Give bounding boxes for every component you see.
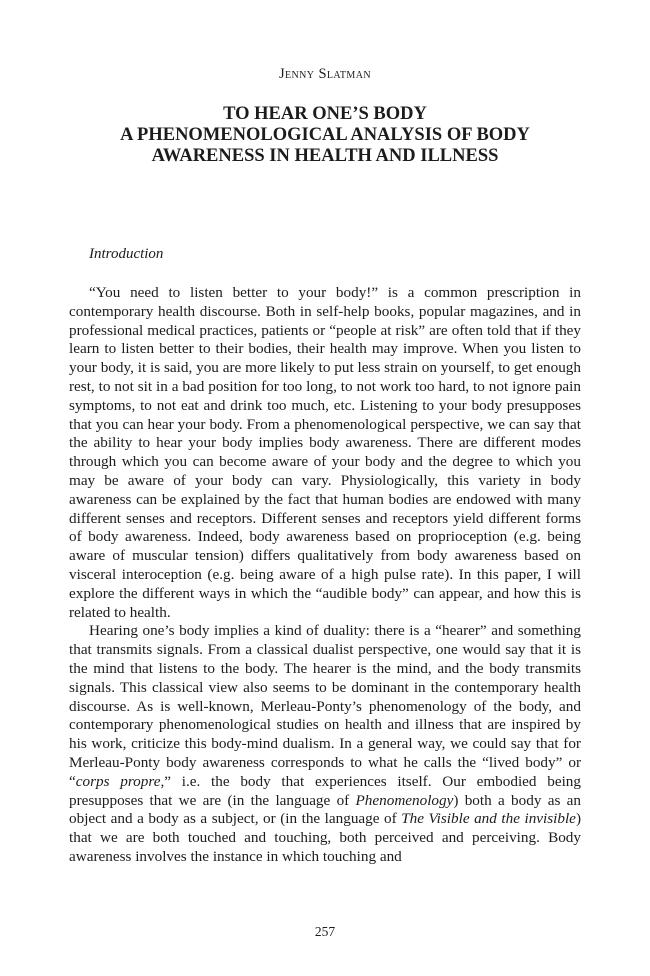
italic-text-run: corps propre — [75, 772, 161, 790]
section-heading: Introduction — [89, 246, 164, 262]
body-text — [69, 284, 581, 867]
title-line-2: A PHENOMENOLOGICAL ANALYSIS OF BODY — [120, 125, 530, 145]
running-header-author: Jenny Slatman — [279, 66, 371, 82]
title-line-1: TO HEAR ONE’S BODY — [223, 104, 427, 124]
body-paragraph — [69, 622, 581, 866]
text-run: “You need to listen better to your body!” is a common prescription in contemporary health discourse. Both in self-help books, popular magazines, and in professional medical practices, patients or “people at risk” are often told that if they learn to listen better to their bodies, their health may improve. When you listen to your body, it is said, you are more likely to put less strain on yourself, to get enough rest, to not sit in a bad position for too long, to not work too hard, to not ignore pain symptoms, to not eat and drink too much, etc. Listening to your body presupposes that you can hear your body. From a phenomenological perspective, we can say that the ability to hear your body implies body awareness. There are different modes through which you can become aware of your body and the degree to which you may be aware of your body can vary. Physiologically, this variety in body awareness can be explained by the fact that human bodies are endowed with many different senses and receptors. Different senses and receptors yield different forms of body awareness. Indeed, body awareness based on proprioception (e.g. being aware of muscular tension) differs qualitatively from body awareness based on visceral interoception (e.g. being aware of a high pulse rate). In this paper, I will explore the different ways in which the “audible body” can appear, and how this is related to health. — [69, 284, 581, 621]
page-number: 257 — [314, 924, 336, 939]
text-run: Hearing one’s body implies a kind of duality: there is a “hearer” and something that transmits signals. From a classical dualist perspective, one would say that it is the mind that listens to the body. The hearer is the mind, and the body transmits signals. This classical view also seems to be dominant in the contemporary health discourse. As is well-known, Merleau-Ponty’s phenomenology of the body, and contemporary phenomenological studies on health and illness that are inspired by his work, criticize this body-mind dualism. In a general way, we could say that for Merleau-Ponty body awareness corresponds to what he calls the “lived body” or “ — [69, 622, 581, 790]
title-line-3: AWARENESS IN HEALTH AND ILLNESS — [151, 146, 499, 166]
text-run: ) both a body as an object and a body as a subject, or (in the language of — [69, 791, 581, 828]
body-paragraph — [69, 284, 581, 622]
text-run: ) that we are both touched and touching, both perceived and perceiving. Body awareness involves the instance in which touching and — [69, 810, 581, 865]
italic-text-run: Phenomenology — [355, 791, 454, 809]
text-run: ,” i.e. the body that experiences itself. Our embodied being presupposes that we are (in the language of — [69, 772, 581, 809]
italic-text-run: The Visible and the invisible — [401, 810, 576, 828]
article-title — [60, 104, 590, 167]
